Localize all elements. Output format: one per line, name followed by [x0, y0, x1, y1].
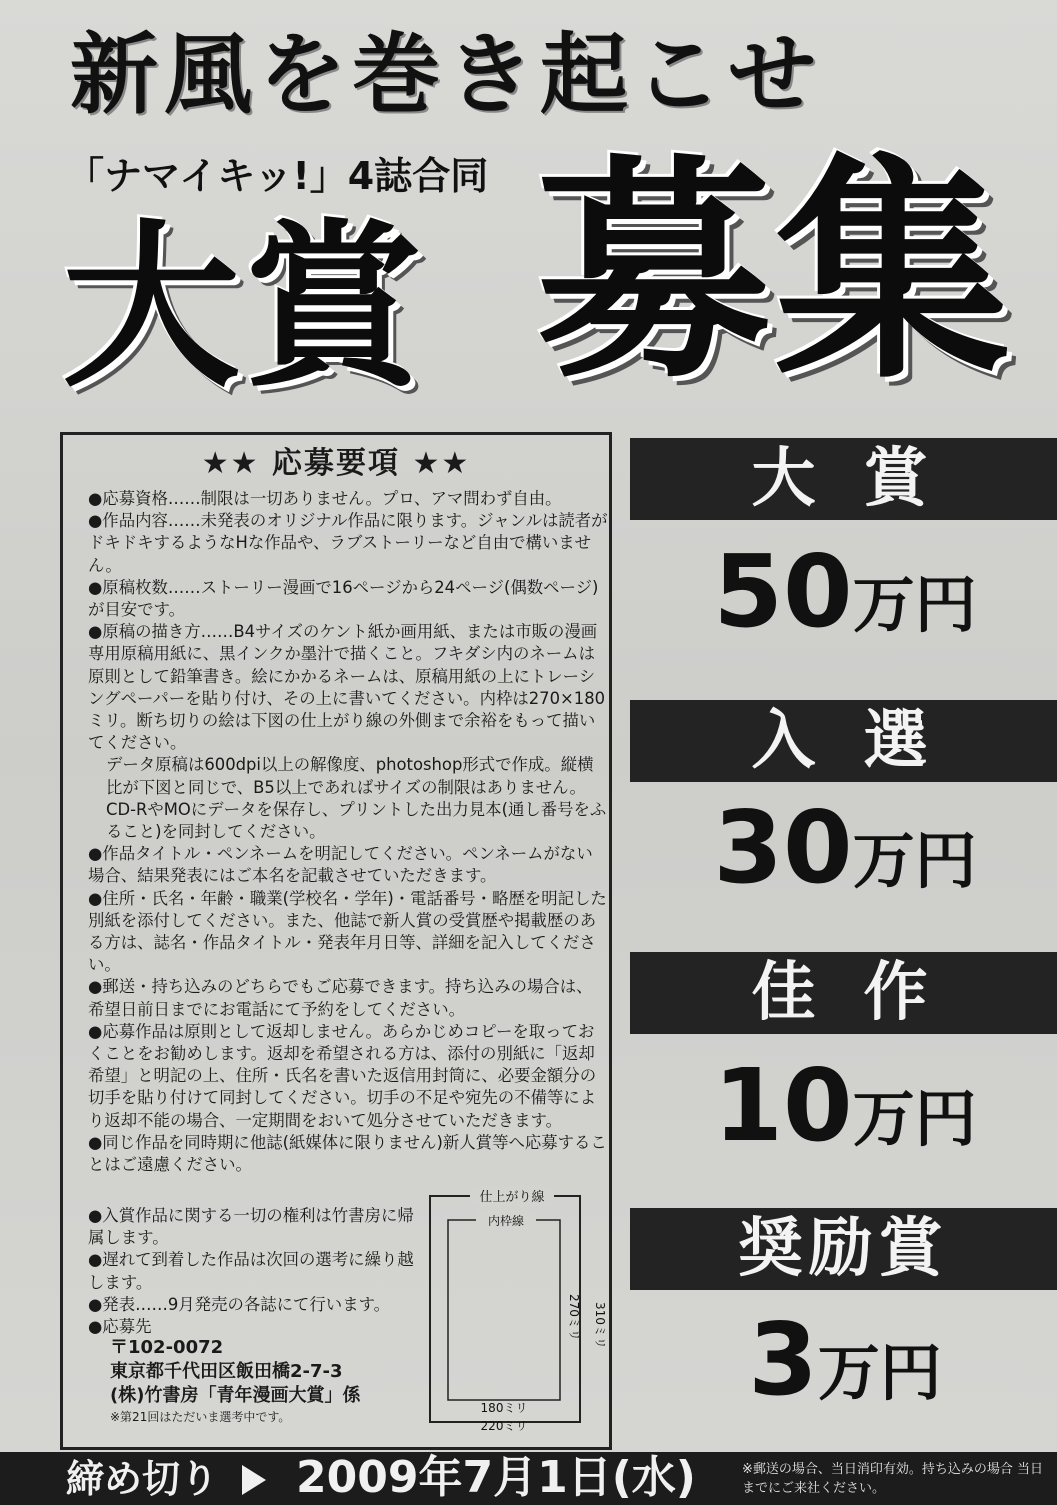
- requirement-item: ●住所・氏名・年齢・職業(学校名・学年)・電話番号・略歴を明記した別紙を添付してください。また、他誌で新人賞の受賞歴や掲載歴のある方は、誌名・作品タイトル・発表年月日等、詳細を記入してください。: [88, 888, 607, 975]
- inner-height-label: 270ミリ: [567, 1294, 581, 1341]
- requirement-item: ●作品内容……未発表のオリジナル作品に限ります。ジャンルは読者がドキドキするようなHな作品や、ラブストーリーなど自由で構いません。: [88, 511, 608, 575]
- outer-frame-label: 仕上がり線: [479, 1190, 545, 1205]
- title-taisho: 大賞: [62, 204, 426, 411]
- prize-unit: 万円: [852, 1082, 977, 1155]
- inner-width-label: 180ミリ: [480, 1401, 528, 1415]
- deadline-date: 2009年7月1日(水): [296, 1452, 696, 1503]
- requirement-item: ●作品タイトル・ペンネームを明記してください。ペンネームがない場合、結果発表にはご本名を記載させていただきます。: [88, 844, 593, 886]
- address-line: (株)竹書房「青年漫画大賞」係: [110, 1385, 361, 1406]
- deadline-label: 締め切り: [66, 1457, 219, 1501]
- inner-frame-line: [448, 1220, 560, 1400]
- requirements-short-list: [88, 1205, 418, 1338]
- requirement-item: ●同じ作品を同時期に他誌(紙媒体に限りません)新人賞等へ応募することはご遠慮ください。: [88, 1132, 607, 1175]
- requirement-item: データ原稿は600dpi以上の解像度、photoshop形式で作成。縦横比が下図と同じで、B5以上であればサイズの制限はありません。CD-RやMOにデータを保存し、プリントした出力見本(通し番号をふること)を同封してください。: [106, 755, 607, 842]
- prize-unit: 万円: [817, 1336, 942, 1409]
- selection-note: ※第21回はただいま選考中です。: [110, 1410, 291, 1424]
- requirement-item: ●郵送・持ち込みのどちらでもご応募できます。持ち込みの場合は、希望日前日までにお電話にて予約をしてください。: [88, 977, 593, 1019]
- prize-name-grand: 大賞: [630, 438, 1057, 520]
- prize-value: 10: [713, 1047, 853, 1164]
- prize-value: 50: [713, 533, 853, 650]
- subtitle: 「ナマイキッ!」4誌合同: [66, 154, 489, 198]
- mailing-address: [110, 1336, 440, 1426]
- play-arrow-icon: [242, 1465, 266, 1495]
- requirements-list: [88, 488, 608, 1288]
- prize-amount-selected: [640, 788, 1050, 908]
- address-line: 東京都千代田区飯田橋2-7-3: [110, 1361, 343, 1382]
- postal-code: 〒102-0072: [110, 1337, 224, 1358]
- title-boshu: 募集: [536, 135, 1013, 410]
- prize-value: 3: [748, 1301, 818, 1418]
- requirement-item: ●応募資格……制限は一切ありません。プロ、アマ問わず自由。: [88, 489, 562, 508]
- requirement-item: ●応募作品は原則として返却しません。あらかじめコピーを取っておくことをお勧めします。返却を希望される方は、添付の別紙に「返却希望」と明記の上、住所・氏名を書いた返信用封筒に、必要金額分の切手を貼り付けて同封してください。切手の不足や宛先の不備等により返却不能の場合、一定期間をおいて処分させていただきます。: [88, 1021, 597, 1130]
- prize-name-selected: 入選: [630, 700, 1057, 782]
- prize-name-encouragement: 奨励賞: [630, 1208, 1057, 1290]
- requirements-heading: ★★ 応募要項 ★★: [201, 446, 471, 481]
- outer-height-label: 310ミリ: [593, 1302, 607, 1349]
- prize-unit: 万円: [852, 824, 977, 897]
- requirement-item: ●原稿枚数……ストーリー漫画で16ページから24ページ(偶数ページ)が目安です。: [88, 577, 599, 620]
- requirement-item: ●発表……9月発売の各誌にて行います。: [88, 1294, 391, 1314]
- prize-amount-honorable: [640, 1046, 1050, 1166]
- prize-amount-grand: [640, 532, 1050, 652]
- headline: 新風を巻き起こせ: [70, 23, 823, 126]
- requirement-item: ●入賞作品に関する一切の権利は竹書房に帰属します。: [88, 1206, 414, 1248]
- requirement-item: ●応募先: [88, 1317, 152, 1337]
- prize-value: 30: [713, 789, 853, 906]
- requirement-item: ●原稿の描き方……B4サイズのケント紙か画用紙、または市販の漫画専用原稿用紙に、黒インクか墨汁で描くこと。フキダシ内のネームは原則として鉛筆書き。絵にかかるネームは、原稿用紙の上にトレーシングペーパーを貼り付け、その上に書いてください。内枠は270×180ミリ。断ち切りの絵は下図の仕上がり線の外側まで余裕をもって描いてください。: [88, 622, 606, 753]
- inner-frame-label: 内枠線: [487, 1214, 525, 1228]
- prize-amount-encouragement: [640, 1300, 1050, 1420]
- frame-size-diagram: [420, 1182, 607, 1433]
- requirement-item: ●遅れて到着した作品は次回の選考に繰り越します。: [88, 1250, 414, 1292]
- outer-width-label: 220ミリ: [480, 1419, 528, 1433]
- deadline-note: ※郵送の場合、当日消印有効。持ち込みの場合 当日までにご来社ください。: [742, 1462, 1044, 1496]
- prize-name-honorable: 佳作: [630, 952, 1057, 1034]
- prize-unit: 万円: [852, 568, 977, 641]
